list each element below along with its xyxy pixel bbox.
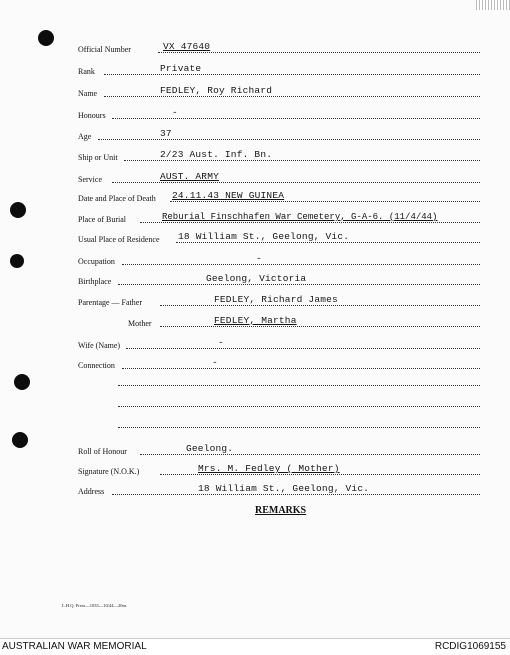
field-label: Roll of Honour [78,447,127,456]
field-label: Honours [78,111,106,120]
blank-line [118,427,480,428]
field-value: 2/23 Aust. Inf. Bn. [160,149,273,160]
field-value: FEDLEY, Martha [214,315,297,326]
field-label: Official Number [78,45,131,54]
field-label: Mother [128,319,152,328]
field-mother [78,314,480,328]
field-birthplace [78,272,480,286]
field-official-number [78,40,480,54]
punch-hole [10,202,26,218]
field-label: Wife (Name) [78,341,121,350]
field-label: Name [78,89,98,98]
field-honours [78,106,480,120]
field-value: - [172,107,178,118]
field-place-burial [78,210,488,224]
field-label: Age [78,132,92,141]
field-roll-honour [78,442,480,456]
blank-line [118,406,480,407]
field-rank [78,62,480,76]
archive-name: AUSTRALIAN WAR MEMORIAL [2,641,147,652]
field-service [78,170,480,184]
field-value: - [256,253,262,264]
field-occupation [78,252,480,266]
field-father [78,293,480,307]
blank-line [118,385,480,386]
field-signature [78,462,480,476]
field-value: 37 [160,128,172,139]
field-label: Birthplace [78,277,112,286]
field-name [78,84,480,98]
field-value: VX 47640 [163,41,211,52]
field-residence [78,230,480,244]
field-label: Ship or Unit [78,153,118,162]
punch-hole [10,254,24,268]
archive-footer [0,638,510,655]
field-value: AUST. ARMY [160,171,220,182]
printer-note: L.H.Q. Press—1035—10/44—20m. [62,603,128,608]
field-value: Geelong. [186,443,234,454]
field-label: Place of Burial [78,215,126,224]
scan-edge [476,0,510,10]
field-value: FEDLEY, Roy Richard [160,85,273,96]
field-date-place-death [78,189,480,203]
field-label: Rank [78,67,95,76]
field-value: Private [160,63,202,74]
field-value: - [212,357,218,368]
field-value: 18 William St., Geelong, Vic. [198,483,370,494]
punch-hole [14,374,30,390]
field-value: - [218,337,224,348]
field-value: 24.11.43 NEW GUINEA [172,190,285,201]
punch-hole [38,30,54,46]
field-value: FEDLEY, Richard James [214,294,338,305]
field-label: Occupation [78,257,115,266]
field-label: Parentage — Father [78,298,142,307]
field-age [78,127,480,141]
field-label: Service [78,175,102,184]
remarks-heading: REMARKS [255,505,307,516]
field-value: Mrs. M. Fedley ( Mother) [198,463,340,474]
field-label: Signature (N.O.K.) [78,467,140,476]
record-id: RCDIG1069155 [434,641,506,652]
field-connection [78,356,480,370]
field-ship-unit [78,148,480,162]
field-value: 18 William St., Geelong, Vic. [178,231,350,242]
field-label: Usual Place of Residence [78,235,160,244]
field-address [78,482,480,496]
punch-hole [12,432,28,448]
field-value: Reburial Finschhafen War Cemetery, G-A-6. (11/4/44) [162,212,438,222]
field-wife [78,336,480,350]
field-label: Date and Place of Death [78,194,156,203]
field-label: Connection [78,361,115,370]
field-label: Address [78,487,105,496]
field-value: Geelong, Victoria [206,273,307,284]
